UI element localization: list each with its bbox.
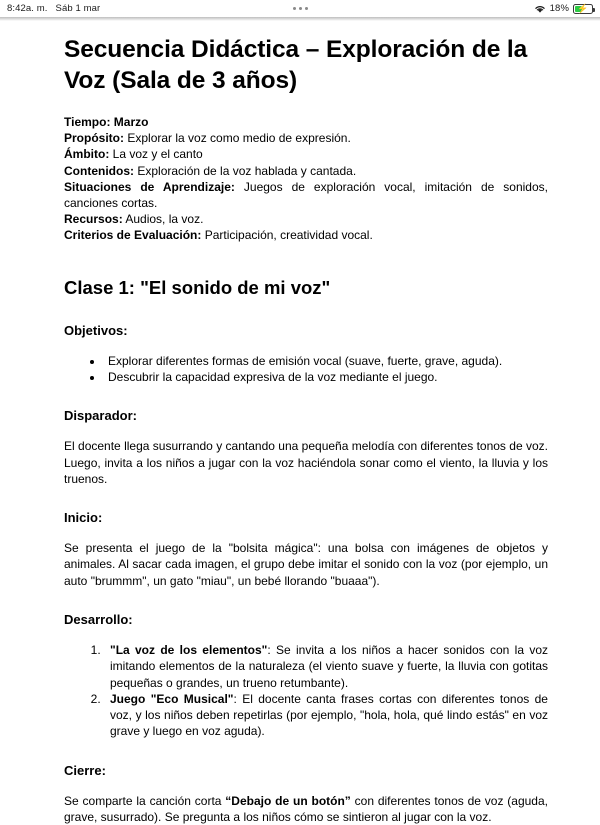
class-heading: Clase 1: "El sonido de mi voz" <box>64 276 331 298</box>
meta-row-situaciones <box>64 179 548 211</box>
battery-charging-icon <box>573 4 593 14</box>
meta-label: Situaciones de Aprendizaje: <box>64 179 235 194</box>
inicio-heading: Inicio: <box>64 510 103 526</box>
list-item-lead: "La voz de los elementos" <box>110 643 268 657</box>
status-bar-right <box>534 3 593 14</box>
status-bar <box>0 0 600 17</box>
meta-value: Audios, la voz. <box>125 212 204 227</box>
meta-label: Recursos: <box>64 212 123 227</box>
status-time: 8:42a. m. <box>7 3 48 14</box>
disparador-heading: Disparador: <box>64 408 137 424</box>
disparador-text: El docente llega susurrando y cantando una pequeña melodía con diferentes tonos de voz. Luego, invita a los niños a jugar con la voz haciéndola sonar como el viento, la lluvia y los truenos. <box>64 439 548 486</box>
multitasking-handle-dots-icon[interactable] <box>293 7 308 10</box>
meta-value: Explorar la voz como medio de expresión. <box>127 131 351 146</box>
meta-label: Criterios de Evaluación: <box>64 228 202 243</box>
meta-label: Propósito: <box>64 131 124 146</box>
charging-bolt-icon: ⚡ <box>577 3 589 13</box>
meta-label: Tiempo: <box>64 115 111 129</box>
meta-label: Ámbito: <box>64 147 110 162</box>
list-item-rest: : Se invita a los niños a hacer sonidos con la voz imitando elementos de la naturaleza (el viento suave y fuerte, la lluvia con gotitas pequeñas o grandes, un trueno retumbante). <box>110 643 548 690</box>
meta-row-tiempo <box>64 114 548 130</box>
cierre-text-after: con diferentes tonos de voz (aguda, grave, susurrado). Se pregunta a los niños cómo se sintieron al jugar con la voz. <box>64 793 548 825</box>
wifi-icon <box>534 4 546 14</box>
status-bar-shadow <box>0 17 600 21</box>
list-item <box>104 691 548 740</box>
page-title: Secuencia Didáctica – Exploración de la Voz (Sala de 3 años) <box>64 36 528 94</box>
meta-row-contenidos <box>64 163 548 179</box>
meta-row-recursos <box>64 211 548 227</box>
metadata-block <box>64 114 548 244</box>
inicio-text: Se presenta el juego de la "bolsita mágica": una bolsa con imágenes de objetos y animales. Al sacar cada imagen, el grupo debe imitar el sonido con la voz (por ejemplo, un auto "brummm", un gato "miau", un bebé llorando "buaaa"). <box>64 541 548 588</box>
status-bar-left <box>7 3 100 14</box>
objetivos-list <box>64 353 548 386</box>
meta-row-criterios <box>64 227 548 243</box>
meta-row-proposito <box>64 130 548 146</box>
list-item: • Explorar diferentes formas de emisión vocal (suave, fuerte, grave, aguda). <box>104 353 548 369</box>
meta-value: La voz y el canto <box>112 147 203 162</box>
list-item-rest: : El docente canta frases cortas con diferentes tonos de voz, y los niños deben repetirlas (por ejemplo, "hola, hola, qué lindo estás" en voz grave y luego en voz aguda). <box>110 691 548 739</box>
meta-value: Participación, creatividad vocal. <box>204 228 373 243</box>
list-item-lead: Juego "Eco Musical" <box>110 691 234 706</box>
objetivos-heading: Objetivos: <box>64 322 128 338</box>
document-page <box>0 17 600 825</box>
dot-icon <box>305 7 308 10</box>
desarrollo-list <box>64 642 548 740</box>
cierre-text <box>64 793 548 825</box>
dot-icon <box>293 7 296 10</box>
meta-value: Marzo <box>113 115 149 129</box>
cierre-heading: Cierre: <box>64 762 106 778</box>
desarrollo-heading: Desarrollo: <box>64 612 133 627</box>
battery-percent-label: 18% <box>549 3 569 14</box>
meta-value: Exploración de la voz hablada y cantada. <box>137 163 357 178</box>
meta-row-ambito <box>64 146 548 162</box>
status-date: Sáb 1 mar <box>55 3 101 14</box>
dot-icon <box>299 7 302 10</box>
cierre-text-before: Se comparte la canción corta <box>64 793 226 808</box>
list-item: • Descubrir la capacidad expresiva de la voz mediante el juego. <box>104 369 548 385</box>
list-item <box>104 642 548 691</box>
cierre-song-title: “Debajo de un botón” <box>225 793 351 808</box>
meta-label: Contenidos: <box>64 163 134 178</box>
meta-value: Juegos de exploración vocal, imitación de sonidos, canciones cortas. <box>64 179 548 211</box>
